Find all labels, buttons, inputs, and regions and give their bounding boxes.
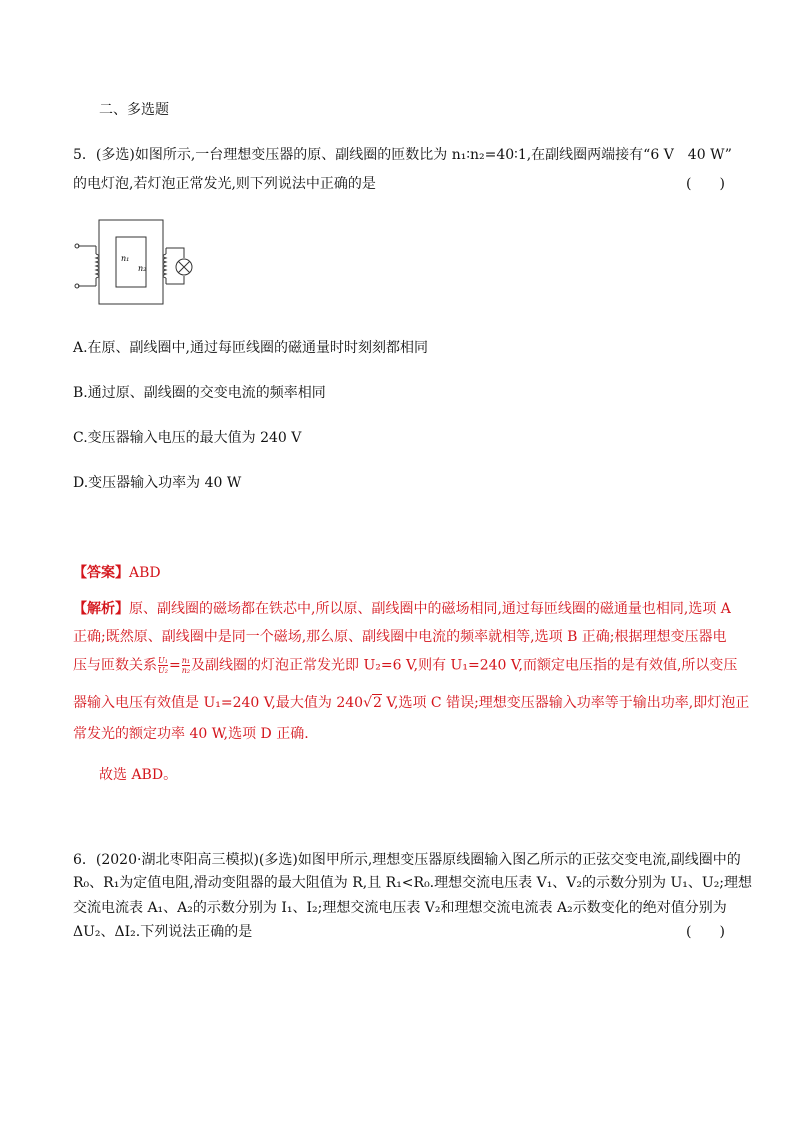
voltage-fraction: $\frac{\text{U₁}}{\text{U₂}}$ bbox=[158, 656, 168, 675]
q6-line4: ΔU₂、ΔI₂.下列说法正确的是 bbox=[73, 924, 253, 940]
turns-fraction: $\frac{\text{n₁}}{\text{n₂}}$ bbox=[181, 656, 191, 675]
q5-option-c: C.变压器输入电压的最大值为 240 V bbox=[73, 430, 302, 446]
q6-line2: R₀、R₁为定值电阻,滑动变阻器的最大阻值为 R,且 R₁<R₀.理想交流电压表 V₁、V₂的示数分别为 U₁、U₂;理想 bbox=[73, 875, 753, 891]
analysis-line3: 压与匝数关系 $\frac{\text{U₁}}{\text{U₂}}$ = $\frac{\text{n₁}}{\text{n₂}}$ 及副线圈的灯泡正常发光即 U₂=6 V,则有 U₁=240 V,而额定电压指的是有效值,所以变压 bbox=[73, 656, 738, 675]
q5-stem-line2: 的电灯泡,若灯泡正常发光,则下列说法中正确的是 bbox=[73, 176, 376, 192]
analysis-line5: 常发光的额定功率 40 W,选项 D 正确. bbox=[73, 726, 309, 742]
q5-option-d: D.变压器输入功率为 40 W bbox=[73, 475, 242, 491]
q5-option-b: B.通过原、副线圈的交变电流的频率相同 bbox=[73, 385, 326, 401]
analysis-line1: 【解析】原、副线圈的磁场都在铁芯中,所以原、副线圈中的磁场相同,通过每匝线圈的磁通量也相同,选项 A bbox=[73, 601, 731, 617]
q5-answer bbox=[73, 564, 161, 582]
analysis-label: 【解析】 bbox=[73, 601, 129, 617]
q6-line3: 交流电流表 A₁、A₂的示数分别为 I₁、I₂;理想交流电压表 V₂和理想交流电流表 A₂示数变化的绝对值分别为 bbox=[73, 900, 727, 916]
q5-stem-line1: 5．(多选)如图所示,一台理想变压器的原、副线圈的匝数比为 n₁∶n₂=40∶1,在副线圈两端接有“6 V 40 W” bbox=[73, 147, 732, 163]
analysis-line4: 器输入电压有效值是 U₁=240 V,最大值为 240√2 V,选项 C 错误;理想变压器输入功率等于输出功率,即灯泡正 bbox=[73, 695, 750, 711]
section-heading: 二、多选题 bbox=[99, 102, 169, 118]
answer-value: ABD bbox=[129, 565, 161, 581]
answer-label: 【答案】 bbox=[73, 565, 129, 581]
sqrt-value: 2 bbox=[372, 695, 382, 711]
n2-label: n₂ bbox=[138, 264, 147, 273]
transformer-diagram bbox=[70, 218, 200, 310]
sqrt-symbol: √ bbox=[363, 695, 372, 711]
q5-conclusion: 故选 ABD。 bbox=[99, 767, 178, 783]
analysis-line2: 正确;既然原、副线圈中是同一个磁场,那么原、副线圈中电流的频率就相等,选项 B 正确;根据理想变压器电 bbox=[73, 629, 727, 645]
q6-answer-paren: ( ) bbox=[686, 924, 725, 940]
q6-line1: 6．(2020·湖北枣阳高三模拟)(多选)如图甲所示,理想变压器原线圈输入图乙所示的正弦交变电流,副线圈中的 bbox=[73, 852, 741, 868]
n1-label: n₁ bbox=[121, 254, 130, 263]
q5-option-a: A.在原、副线圈中,通过每匝线圈的磁通量时时刻刻都相同 bbox=[73, 340, 429, 356]
q5-answer-paren: ( ) bbox=[686, 176, 725, 192]
